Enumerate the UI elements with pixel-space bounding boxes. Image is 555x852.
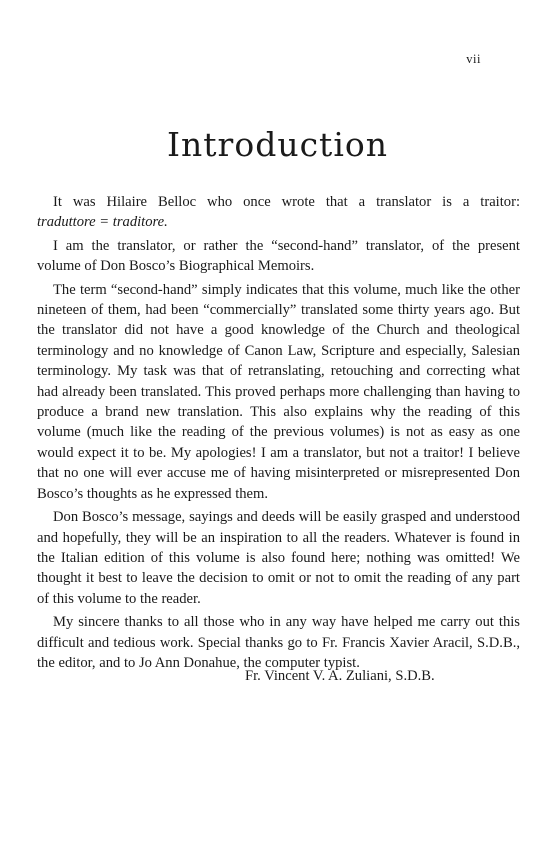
page-number: vii [466,52,481,66]
paragraph-4: Don Bosco’s message, sayings and deeds will be easily grasped and understood and hopefully, they will be an inspiration to all the readers. Whatever is found in the Italian edition of this volume is also found here; nothing was omitted! We thought it best to leave the decision to omit or not to omit the reading of any part of this volume to the reader. [37,509,520,607]
paragraph-1-italic-phrase: traduttore = traditore. [37,214,168,231]
body-text [37,192,520,676]
paragraph-1 [37,192,520,233]
paragraph-2: I am the translator, or rather the “second-hand” translator, of the present volume of Don Bosco’s Biographical Memoirs. [37,237,520,275]
page-title: Introduction [167,125,388,164]
paragraph-5: My sincere thanks to all those who in any way have helped me carry out this difficult and tedious work. Special thanks go to Fr. Francis Xavier Aracil, S.D.B., the editor, and to Jo Ann Donahue, the computer typist. [37,614,520,671]
signature: Fr. Vincent V. A. Zuliani, S.D.B. [245,668,435,684]
paragraph-3: The term “second-hand” simply indicates that this volume, much like the other nineteen of them, had been “commercially” translated some thirty years ago. But the translator did not have a good knowledge of the Church and theological terminology and no knowledge of Canon Law, Scripture and especially, Salesian terminology. My task was that of retranslating, retouching and correcting what had already been translated. This proved perhaps more challenging than having to produce a brand new translation. This also explains why the reading of this volume (much like the reading of the previous volumes) is not as easy as one would expect it to be. My apologies! I am a translator, but not a traitor! I believe that no one will ever accuse me of having misinterpreted or misrepresented Don Bosco’s thoughts as he expressed them. [37,281,520,502]
paragraph-1-line-1: It was Hilaire Belloc who once wrote that a translator is a traitor: [53,194,520,210]
